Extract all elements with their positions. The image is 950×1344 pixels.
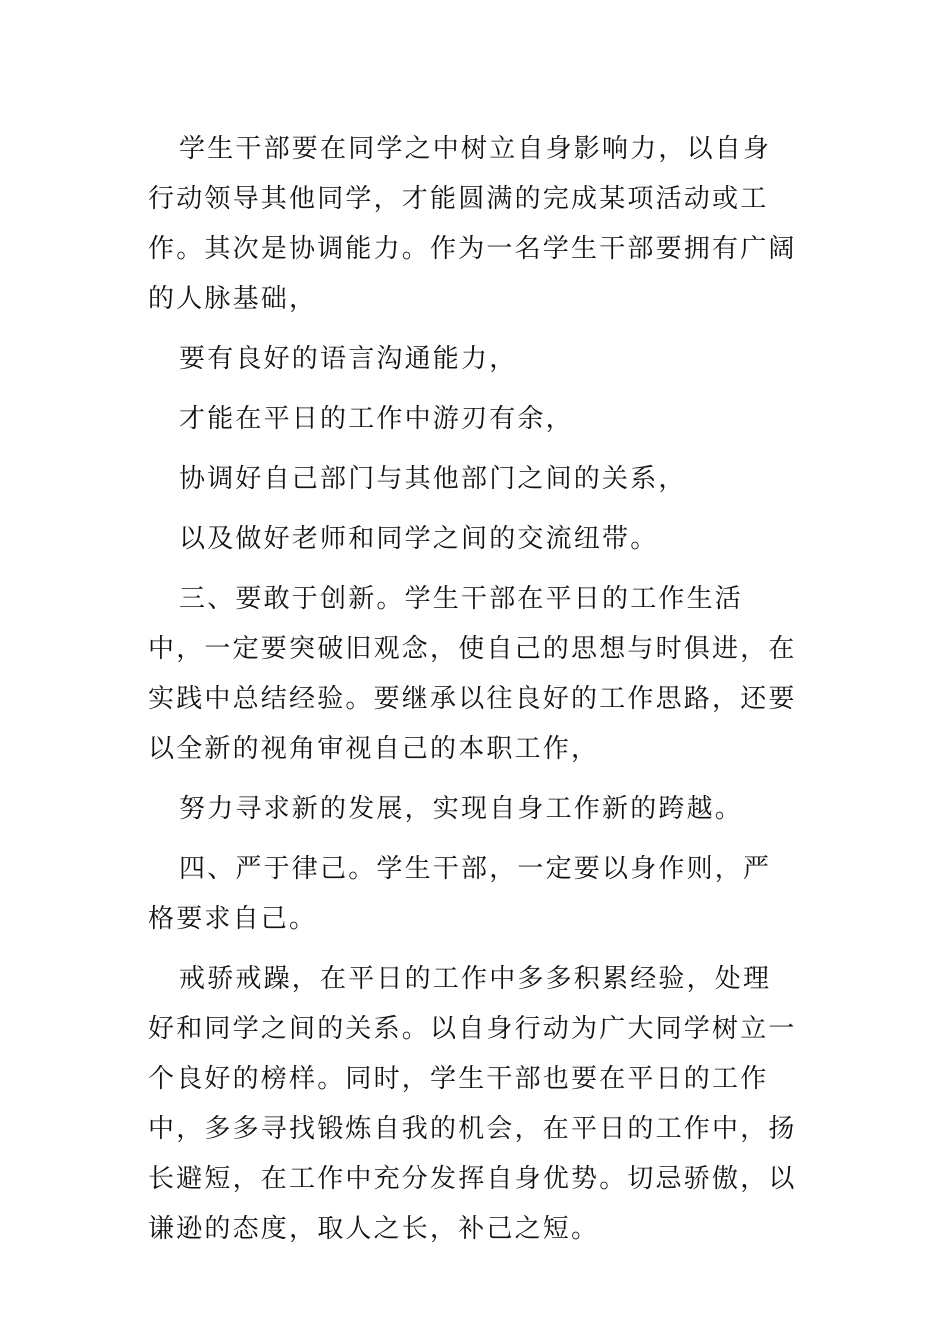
paragraph-7: 努力寻求新的发展，实现自身工作新的跨越。 — [179, 794, 744, 824]
document-body — [148, 124, 798, 1264]
paragraph-5: 以及做好老师和同学之间的交流纽带。 — [179, 524, 659, 554]
paragraph-1: 学生干部要在同学之中树立自身影响力，以自身行动领导其他同学，才能圆满的完成某项活动或工作。其次是协调能力。作为一名学生干部要拥有广阔的人脉基础， — [148, 134, 797, 314]
paragraph-3: 才能在平日的工作中游刃有余， — [179, 404, 574, 434]
paragraph-9: 戒骄戒躁，在平日的工作中多多积累经验，处理好和同学之间的关系。以自身行动为广大同学树立一个良好的榜样。同时，学生干部也要在平日的工作中，多多寻找锻炼自我的机会，在平日的工作中，扬长避短，在工作中充分发挥自身优势。切忌骄傲，以谦逊的态度，取人之长，补己之短。 — [148, 964, 797, 1244]
paragraph-6: 三、要敢于创新。学生干部在平日的工作生活中，一定要突破旧观念，使自己的思想与时俱进，在实践中总结经验。要继承以往良好的工作思路，还要以全新的视角审视自己的本职工作， — [148, 584, 797, 764]
paragraph-4: 协调好自己部门与其他部门之间的关系， — [179, 464, 687, 494]
paragraph-2: 要有良好的语言沟通能力， — [179, 344, 518, 374]
paragraph-8: 四、严于律己。学生干部，一定要以身作则，严格要求自己。 — [148, 854, 772, 934]
